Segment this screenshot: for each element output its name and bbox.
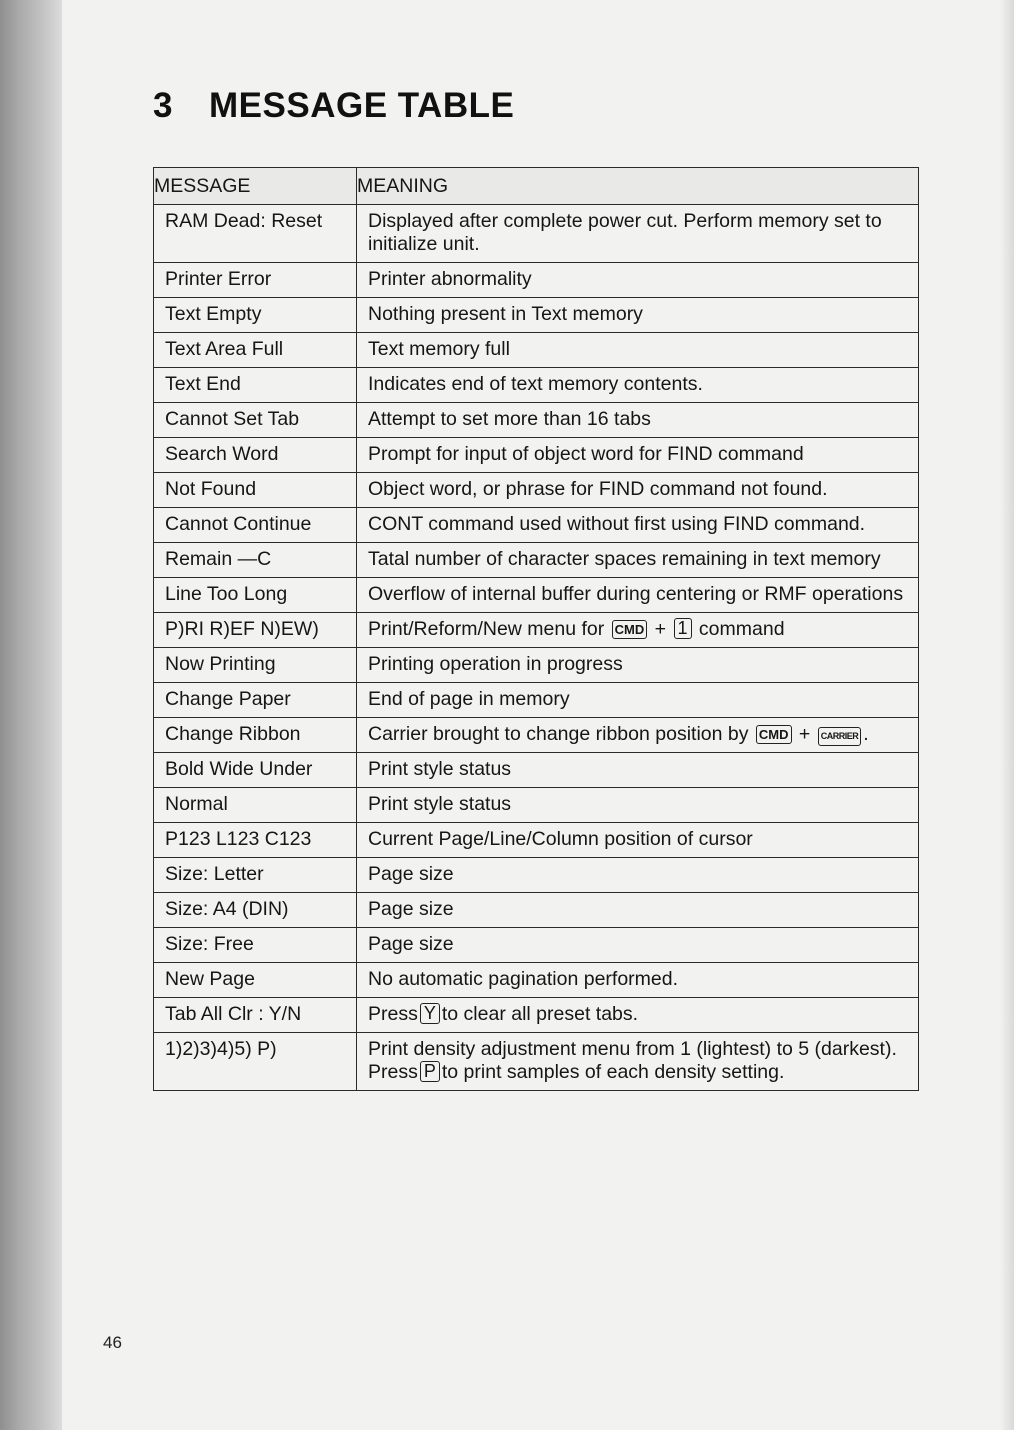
meaning-cell: Print style status (357, 788, 919, 823)
page-title (153, 86, 514, 126)
message-cell: Tab All Clr : Y/N (154, 998, 357, 1033)
message-cell: Change Paper (154, 683, 357, 718)
message-cell: Search Word (154, 438, 357, 473)
message-cell: New Page (154, 963, 357, 998)
message-cell: Text Area Full (154, 333, 357, 368)
meaning-text: command (693, 618, 785, 640)
table-row (154, 648, 919, 683)
meaning-text: Carrier brought to change ribbon position by (368, 723, 754, 745)
message-cell: Line Too Long (154, 578, 357, 613)
table-row (154, 263, 919, 298)
table-row (154, 508, 919, 543)
table-row (154, 928, 919, 963)
meaning-cell (357, 998, 919, 1033)
plus-text: + (649, 618, 672, 640)
meaning-text: to clear all preset tabs. (441, 1003, 639, 1025)
meaning-text: to print samples of each density setting. (441, 1061, 785, 1083)
meaning-cell: Object word, or phrase for FIND command not found. (357, 473, 919, 508)
meaning-cell: Indicates end of text memory contents. (357, 368, 919, 403)
message-cell: Cannot Set Tab (154, 403, 357, 438)
message-cell: Size: Free (154, 928, 357, 963)
table-row (154, 473, 919, 508)
meaning-cell: CONT command used without first using FIND command. (357, 508, 919, 543)
table-row (154, 788, 919, 823)
table-header-row (154, 168, 919, 205)
meaning-cell: Print style status (357, 753, 919, 788)
table-row (154, 683, 919, 718)
table-row (154, 368, 919, 403)
message-cell: Not Found (154, 473, 357, 508)
meaning-cell: Current Page/Line/Column position of cursor (357, 823, 919, 858)
message-cell: Normal (154, 788, 357, 823)
meaning-text: . (863, 723, 869, 745)
table-row (154, 998, 919, 1033)
message-cell: Remain —C (154, 543, 357, 578)
meaning-text: Print/Reform/New menu for (368, 618, 610, 640)
meaning-cell: Displayed after complete power cut. Perform memory set to initialize unit. (357, 205, 919, 263)
message-cell: RAM Dead: Reset (154, 205, 357, 263)
message-cell: P123 L123 C123 (154, 823, 357, 858)
meaning-cell: No automatic pagination performed. (357, 963, 919, 998)
meaning-cell: End of page in memory (357, 683, 919, 718)
meaning-cell: Nothing present in Text memory (357, 298, 919, 333)
y-key-icon: Y (420, 1003, 440, 1024)
cmd-key-icon: CMD (756, 725, 792, 744)
meaning-cell: Page size (357, 858, 919, 893)
table-row (154, 578, 919, 613)
meaning-cell: Printer abnormality (357, 263, 919, 298)
table-row (154, 718, 919, 753)
message-cell: Change Ribbon (154, 718, 357, 753)
meaning-text: Press (368, 1061, 418, 1083)
meaning-cell: Attempt to set more than 16 tabs (357, 403, 919, 438)
meaning-cell: Overflow of internal buffer during centering or RMF operations (357, 578, 919, 613)
table-row (154, 333, 919, 368)
meaning-cell (357, 718, 919, 753)
page-edge-shadow (1000, 0, 1014, 1430)
message-cell: Size: Letter (154, 858, 357, 893)
plus-text: + (793, 723, 816, 745)
meaning-text: Press (368, 1003, 418, 1025)
page-number: 46 (103, 1333, 122, 1352)
message-cell: Bold Wide Under (154, 753, 357, 788)
meaning-cell: Text memory full (357, 333, 919, 368)
message-cell: Size: A4 (DIN) (154, 893, 357, 928)
one-key-icon: 1 (674, 618, 692, 639)
section-title: MESSAGE TABLE (209, 86, 515, 125)
table-row (154, 858, 919, 893)
meaning-text: Print density adjustment menu from 1 (lightest) to 5 (darkest). (368, 1038, 897, 1060)
binding-shadow (0, 0, 62, 1430)
message-cell: Printer Error (154, 263, 357, 298)
meaning-cell (357, 613, 919, 648)
section-number: 3 (153, 86, 173, 125)
table-row (154, 298, 919, 333)
table-row (154, 613, 919, 648)
message-table (153, 167, 919, 1091)
message-cell: Text End (154, 368, 357, 403)
table-row (154, 205, 919, 263)
table-row (154, 753, 919, 788)
table-row (154, 543, 919, 578)
header-message: MESSAGE (154, 168, 357, 205)
table-row (154, 893, 919, 928)
message-cell: P)RI R)EF N)EW) (154, 613, 357, 648)
message-cell: Cannot Continue (154, 508, 357, 543)
header-meaning: MEANING (357, 168, 919, 205)
table-row (154, 963, 919, 998)
meaning-cell (357, 1033, 919, 1091)
message-cell: 1)2)3)4)5) P) (154, 1033, 357, 1091)
message-cell: Text Empty (154, 298, 357, 333)
p-key-icon: P (420, 1061, 440, 1082)
table-row (154, 403, 919, 438)
meaning-cell: Prompt for input of object word for FIND command (357, 438, 919, 473)
meaning-cell: Printing operation in progress (357, 648, 919, 683)
carrier-key-icon: CARRIER (818, 727, 862, 746)
cmd-key-icon: CMD (612, 620, 648, 639)
table-row (154, 823, 919, 858)
message-cell: Now Printing (154, 648, 357, 683)
table-row (154, 1033, 919, 1091)
meaning-cell: Page size (357, 928, 919, 963)
table-row (154, 438, 919, 473)
meaning-cell: Page size (357, 893, 919, 928)
meaning-cell: Tatal number of character spaces remaining in text memory (357, 543, 919, 578)
